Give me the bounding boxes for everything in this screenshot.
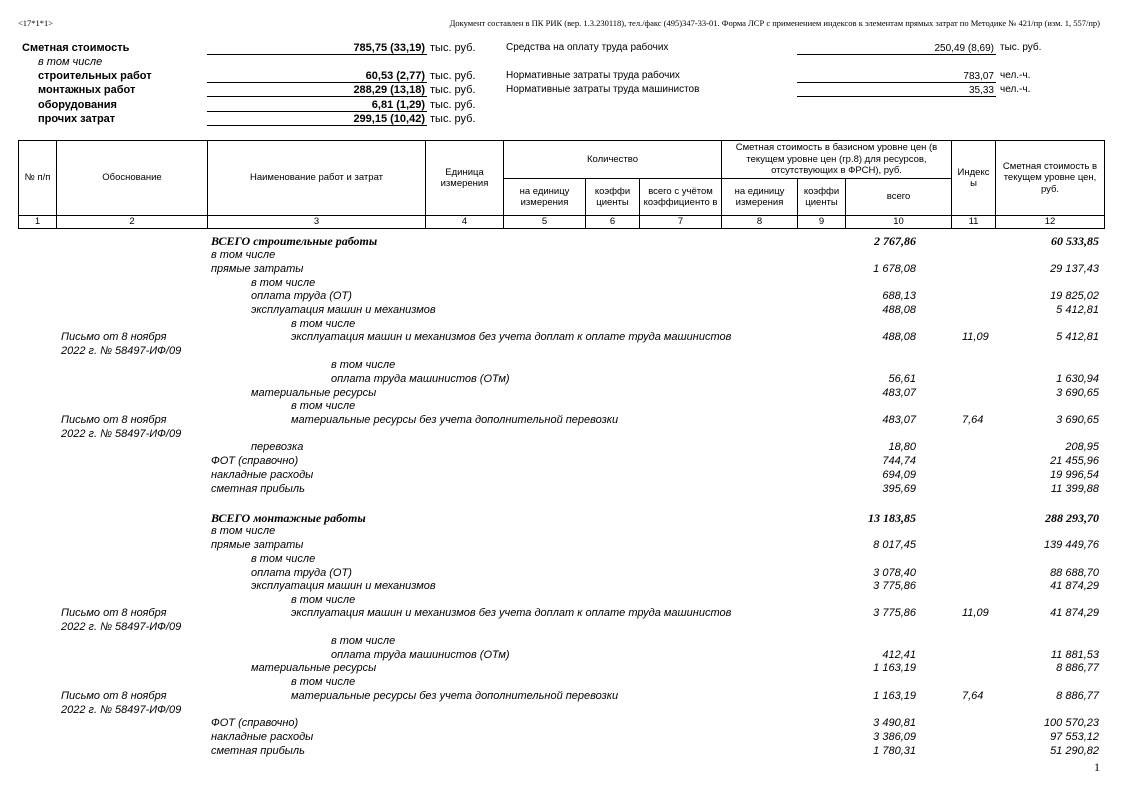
row-current-total: 11 881,53 [1050, 649, 1099, 661]
row-name: эксплуатация машин и механизмов [251, 580, 436, 592]
col-header-unit: Единица измерения [426, 141, 504, 216]
row-current-total: 60 533,85 [1051, 234, 1099, 248]
labor-hours-value: 783,07 [797, 70, 996, 83]
col-number-5: 5 [504, 216, 586, 229]
col-header-qty-per-unit: на единицу измерения [504, 179, 586, 216]
col-header-qty-coef: коэффи циенты [586, 179, 640, 216]
row-name: материальные ресурсы без учета дополнительной перевозки [291, 690, 619, 702]
summary-other-label: прочих затрат [38, 113, 116, 125]
row-name: накладные расходы [211, 731, 314, 743]
row-base-total: 1 163,19 [873, 662, 916, 674]
summary-installation-value: 288,29 (13,18) [207, 84, 427, 97]
row-name: в том числе [251, 277, 316, 289]
row-name: в том числе [291, 318, 356, 330]
col-number-11: 11 [952, 216, 996, 229]
summary-other-unit: тыс. руб. [430, 113, 476, 125]
row-name: в том числе [211, 525, 276, 537]
row-current-total: 139 449,76 [1043, 539, 1099, 551]
row-name: ФОТ (справочно) [211, 455, 299, 467]
row-base-total: 1 780,31 [873, 745, 916, 757]
row-name: в том числе [291, 594, 356, 606]
summary-main-unit: тыс. руб. [430, 42, 476, 54]
summary-equipment-unit: тыс. руб. [430, 99, 476, 111]
summary-construction-label: строительных работ [38, 70, 152, 82]
labor-hours-label: Нормативные затраты труда рабочих [506, 70, 680, 81]
col-number-7: 7 [640, 216, 722, 229]
row-current-total: 5 412,81 [1056, 304, 1099, 316]
col-number-9: 9 [798, 216, 846, 229]
row-name: материальные ресурсы [251, 387, 377, 399]
col-header-cost-total: всего [846, 179, 952, 216]
labor-wages-label: Средства на оплату труда рабочих [506, 42, 669, 53]
row-name: в том числе [251, 553, 316, 565]
row-current-total: 97 553,12 [1050, 731, 1099, 743]
col-number-1: 1 [19, 216, 57, 229]
row-current-total: 11 399,88 [1050, 483, 1099, 495]
row-basis-line2: 2022 г. № 58497-ИФ/09 [61, 621, 182, 633]
summary-installation-label: монтажных работ [38, 84, 136, 96]
row-current-total: 19 825,02 [1050, 290, 1099, 302]
row-base-total: 3 775,86 [873, 580, 916, 592]
row-current-total: 100 570,23 [1043, 717, 1099, 729]
row-base-total: 395,69 [882, 483, 916, 495]
summary-equipment-value: 6,81 (1,29) [207, 99, 427, 112]
summary-incl-label: в том числе [38, 56, 103, 68]
col-header-cost-per-unit: на единицу измерения [722, 179, 798, 216]
row-name: прямые затраты [211, 263, 304, 275]
row-name: материальные ресурсы без учета дополнительной перевозки [291, 414, 619, 426]
row-current-total: 19 996,54 [1050, 469, 1099, 481]
row-name: сметная прибыль [211, 483, 305, 495]
row-current-total: 1 630,94 [1056, 373, 1099, 385]
row-name: оплата труда машинистов (ОТм) [331, 373, 510, 385]
row-name: материальные ресурсы [251, 662, 377, 674]
row-name: ФОТ (справочно) [211, 717, 299, 729]
summary-construction-value: 60,53 (2,77) [207, 70, 427, 83]
row-base-total: 18,80 [888, 441, 916, 453]
col-number-2: 2 [57, 216, 208, 229]
col-header-number: № п/п [19, 141, 57, 216]
labor-hours-unit: чел.-ч. [1000, 70, 1031, 81]
row-current-total: 3 690,65 [1056, 414, 1099, 426]
row-name: в том числе [291, 400, 356, 412]
row-basis-line1: Письмо от 8 ноября [61, 607, 167, 619]
col-number-6: 6 [586, 216, 640, 229]
row-base-total: 2 767,86 [874, 234, 916, 248]
row-name: сметная прибыль [211, 745, 305, 757]
row-base-total: 3 386,09 [873, 731, 916, 743]
row-base-total: 3 775,86 [873, 607, 916, 619]
row-current-total: 5 412,81 [1056, 331, 1099, 343]
row-base-total: 56,61 [888, 373, 916, 385]
row-base-total: 3 078,40 [873, 567, 916, 579]
row-base-total: 412,41 [882, 649, 916, 661]
document-code: <17*1*1> [18, 18, 54, 28]
summary-construction-unit: тыс. руб. [430, 70, 476, 82]
row-basis-line2: 2022 г. № 58497-ИФ/09 [61, 428, 182, 440]
row-current-total: 3 690,65 [1056, 387, 1099, 399]
col-header-name: Наименование работ и затрат [208, 141, 426, 216]
row-base-total: 488,08 [882, 331, 916, 343]
row-current-total: 8 886,77 [1056, 662, 1099, 674]
row-base-total: 483,07 [882, 387, 916, 399]
row-name: оплата труда (ОТ) [251, 567, 352, 579]
row-current-total: 29 137,43 [1050, 263, 1099, 275]
operator-hours-value: 35,33 [797, 84, 996, 97]
col-header-base-cost: Сметная стоимость в базисном уровне цен (в текущем уровне цен (гр.8) для ресурсов, отсутствующих в ФРСН), руб. [722, 141, 952, 179]
row-basis-line1: Письмо от 8 ноября [61, 414, 167, 426]
row-name: перевозка [251, 441, 304, 453]
col-number-4: 4 [426, 216, 504, 229]
row-name: эксплуатация машин и механизмов [251, 304, 436, 316]
row-index: 7,64 [962, 414, 984, 426]
row-index: 11,09 [962, 331, 989, 343]
labor-wages-unit: тыс. руб. [1000, 42, 1042, 53]
col-number-8: 8 [722, 216, 798, 229]
row-basis-line2: 2022 г. № 58497-ИФ/09 [61, 345, 182, 357]
col-header-cost-coef: коэффи циенты [798, 179, 846, 216]
row-base-total: 488,08 [882, 304, 916, 316]
row-basis-line1: Письмо от 8 ноября [61, 690, 167, 702]
row-base-total: 483,07 [882, 414, 916, 426]
col-header-quantity: Количество [504, 141, 722, 179]
row-name: в том числе [331, 359, 396, 371]
document-header-note: Документ составлен в ПК РИК (вер. 1.3.230118), тел./факс (495)347-33-01. Форма ЛСР с применением индексов к элементам прямых затрат по Методике № 421/пр (изм. 1, 557/пр) [449, 18, 1100, 28]
row-current-total: 41 874,29 [1050, 607, 1099, 619]
operator-hours-unit: чел.-ч. [1000, 84, 1031, 95]
col-header-basis: Обоснование [57, 141, 208, 216]
row-base-total: 694,09 [882, 469, 916, 481]
row-name: ВСЕГО монтажные работы [211, 511, 366, 525]
row-basis-line2: 2022 г. № 58497-ИФ/09 [61, 704, 182, 716]
col-header-qty-total: всего с учётом коэффициенто в [640, 179, 722, 216]
row-name: оплата труда машинистов (ОТм) [331, 649, 510, 661]
summary-main-label: Сметная стоимость [22, 42, 130, 54]
page-number: 1 [1094, 760, 1100, 774]
operator-hours-label: Нормативные затраты труда машинистов [506, 84, 700, 95]
row-current-total: 51 290,82 [1050, 745, 1099, 757]
summary-main-value: 785,75 (33,19) [207, 42, 427, 55]
row-current-total: 88 688,70 [1050, 567, 1099, 579]
row-index: 11,09 [962, 607, 989, 619]
row-current-total: 208,95 [1065, 441, 1099, 453]
row-name: прямые затраты [211, 539, 304, 551]
row-name: в том числе [331, 635, 396, 647]
col-number-12: 12 [996, 216, 1105, 229]
row-base-total: 13 183,85 [868, 511, 916, 525]
row-name: в том числе [291, 676, 356, 688]
row-current-total: 8 886,77 [1056, 690, 1099, 702]
row-name: накладные расходы [211, 469, 314, 481]
row-base-total: 8 017,45 [873, 539, 916, 551]
row-base-total: 3 490,81 [873, 717, 916, 729]
row-name: эксплуатация машин и механизмов без учета доплат к оплате труда машинистов [291, 331, 732, 343]
summary-other-value: 299,15 (10,42) [207, 113, 427, 126]
row-base-total: 688,13 [882, 290, 916, 302]
row-name: оплата труда (ОТ) [251, 290, 352, 302]
labor-wages-value: 250,49 (8,69) [797, 42, 996, 55]
row-base-total: 1 163,19 [873, 690, 916, 702]
summary-equipment-label: оборудования [38, 99, 117, 111]
col-number-10: 10 [846, 216, 952, 229]
row-current-total: 288 293,70 [1045, 511, 1099, 525]
row-base-total: 1 678,08 [873, 263, 916, 275]
row-name: в том числе [211, 249, 276, 261]
row-basis-line1: Письмо от 8 ноября [61, 331, 167, 343]
row-current-total: 41 874,29 [1050, 580, 1099, 592]
row-current-total: 21 455,96 [1050, 455, 1099, 467]
col-header-indices: Индекс ы [952, 141, 996, 216]
col-header-current-cost: Сметная стоимость в текущем уровне цен, руб. [996, 141, 1105, 216]
row-name: ВСЕГО строительные работы [211, 234, 378, 248]
estimate-table-header [18, 140, 1105, 229]
row-base-total: 744,74 [882, 455, 916, 467]
row-name: эксплуатация машин и механизмов без учета доплат к оплате труда машинистов [291, 607, 732, 619]
summary-installation-unit: тыс. руб. [430, 84, 476, 96]
row-index: 7,64 [962, 690, 984, 702]
col-number-3: 3 [208, 216, 426, 229]
